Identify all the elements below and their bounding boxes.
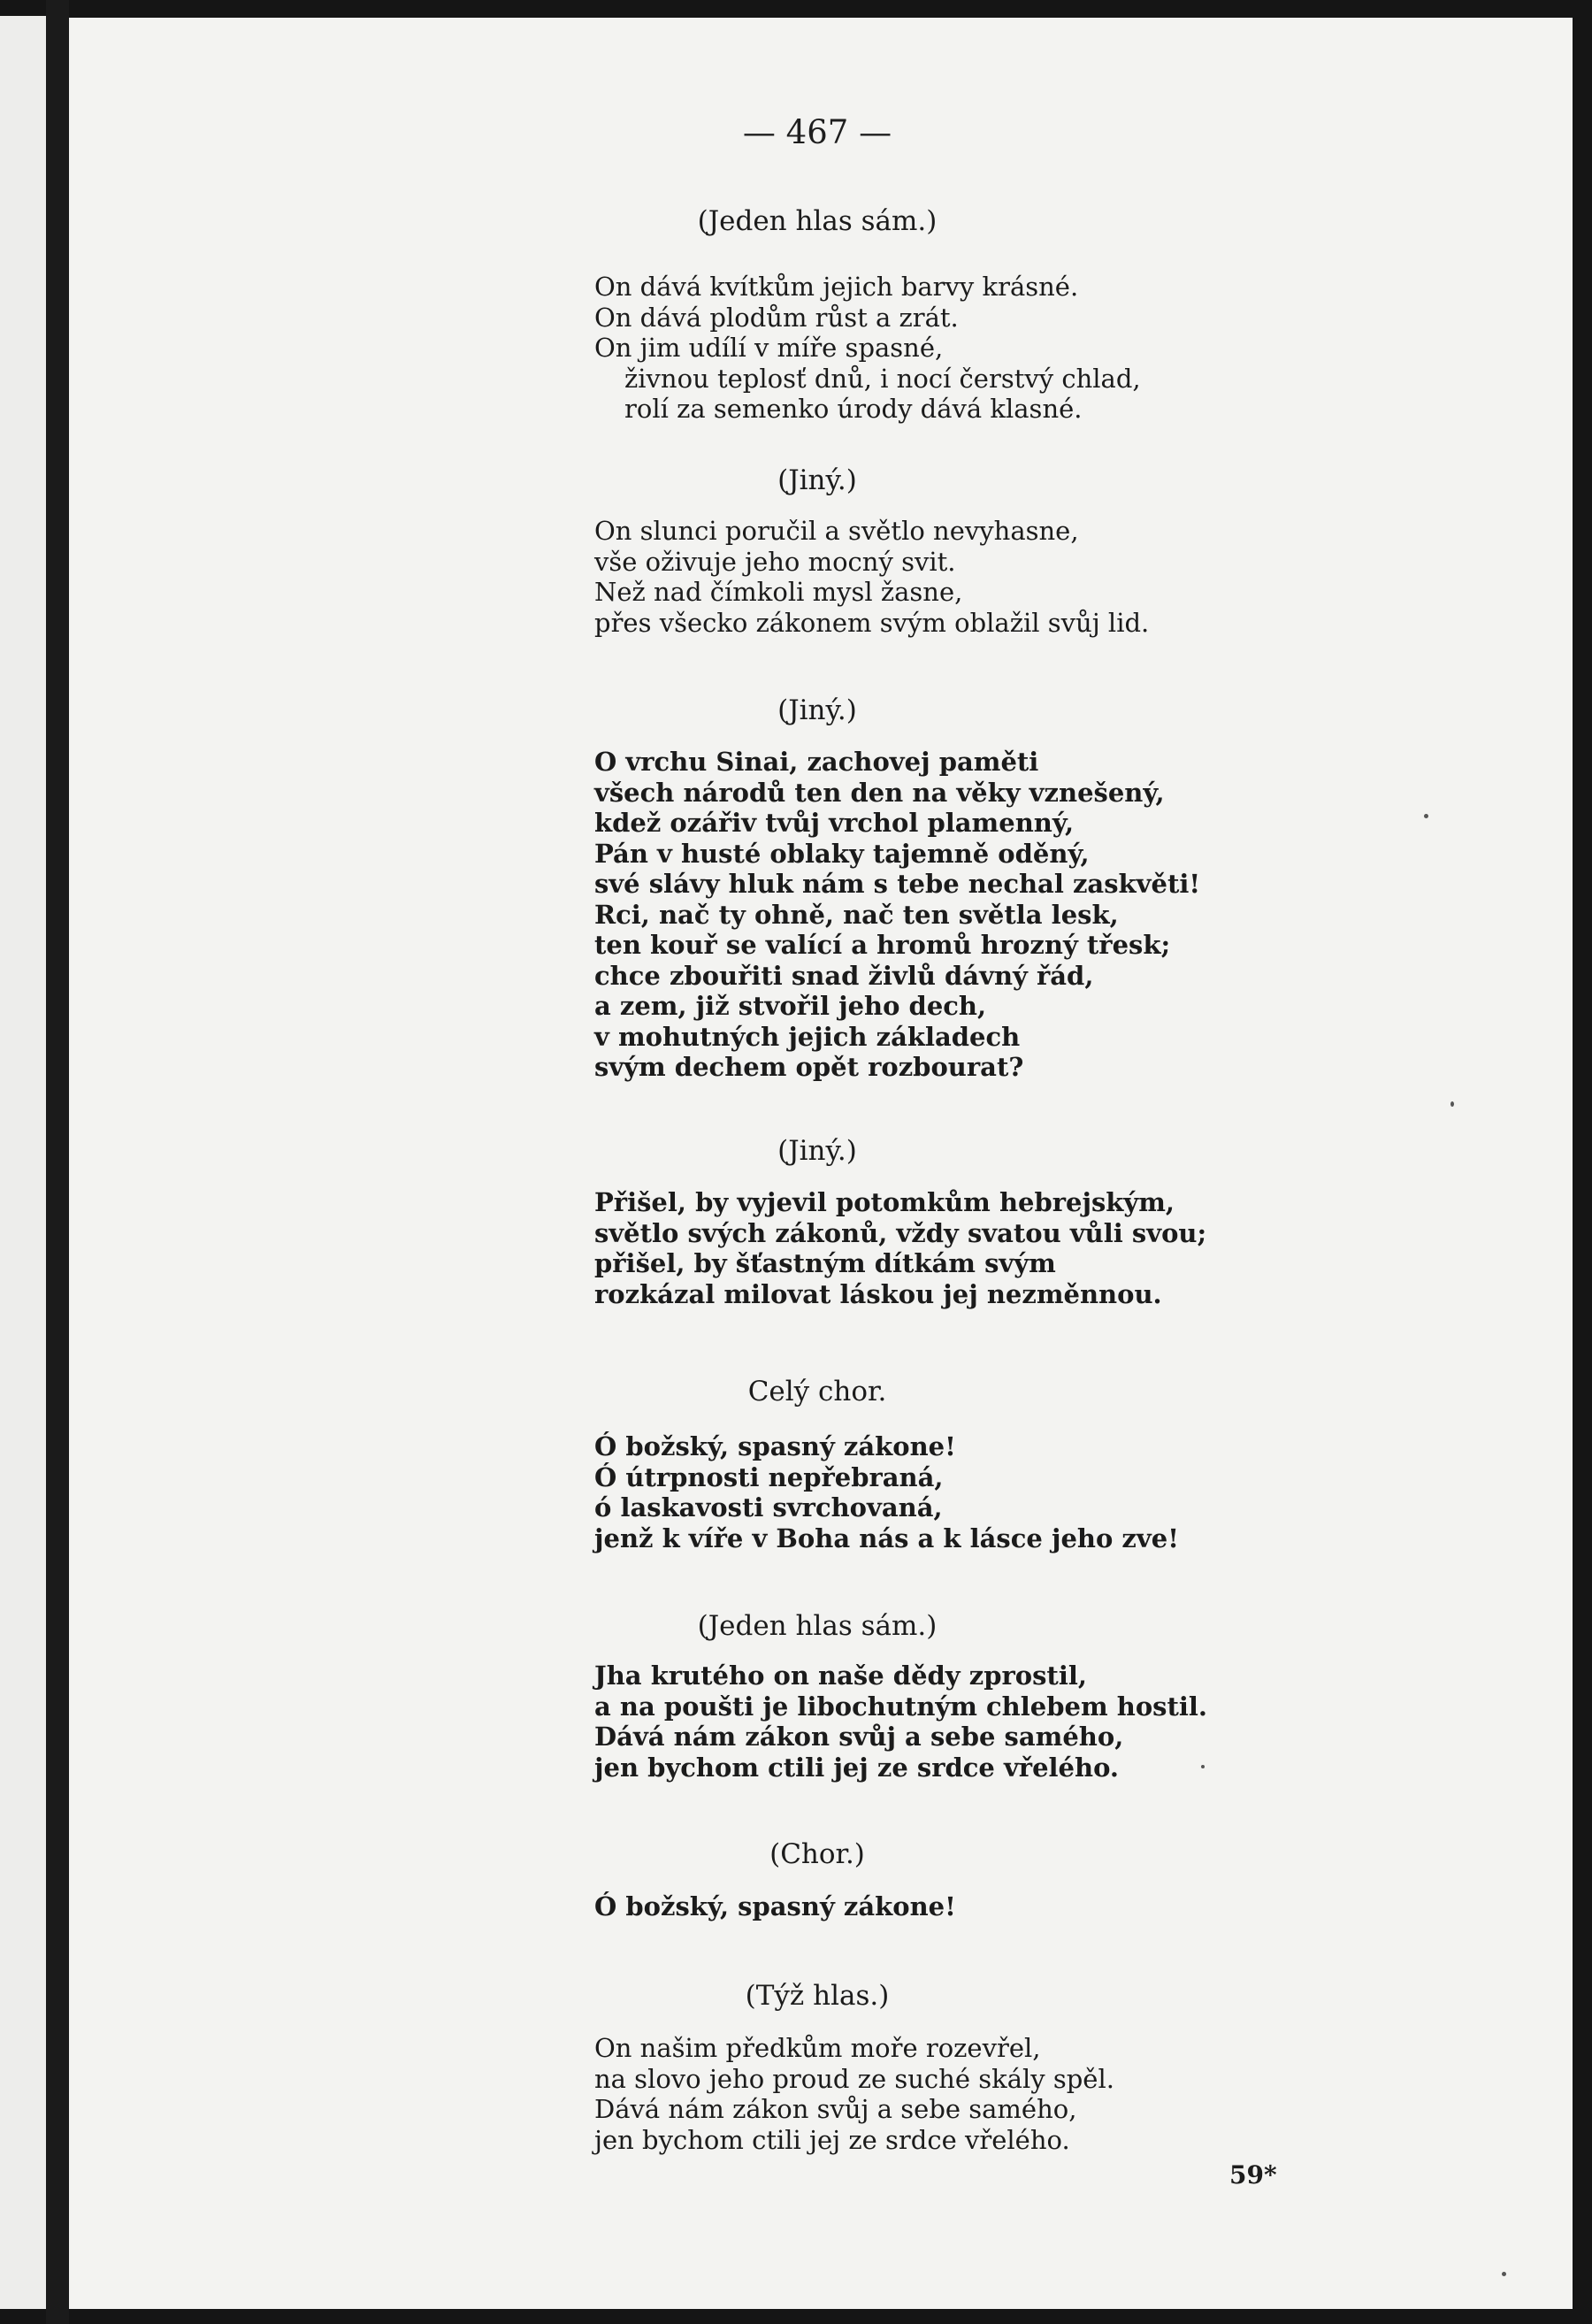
verse-line: na slovo jeho proud ze suché skály spěl. [594, 2063, 1114, 2094]
verse-line: své slávy hluk nám s tebe nechal zaskvěti! [594, 869, 1201, 899]
verse-line: přišel, by šťastným dítkám svým [594, 1248, 1056, 1278]
verse-line: vše oživuje jeho mocný svit. [594, 546, 956, 577]
section-heading: (Jeden hlas sám.) [697, 1610, 938, 1642]
verse-block [594, 1891, 1302, 1922]
verse-block [594, 1187, 1302, 1309]
verse-line: rolí za semenko úrody dává klasné. [624, 394, 1083, 424]
verse-line: jen bychom ctili jej ze srdce vřelého. [594, 1752, 1120, 1783]
verse-line: Rci, nač ty ohně, nač ten světla lesk, [594, 899, 1119, 930]
scan-speck [1424, 814, 1428, 818]
verse-line: Jha krutého on naše dědy zprostil, [594, 1661, 1087, 1691]
verse-line: Ó božský, spasný zákone! [594, 1891, 956, 1921]
verse-line: On jim udílí v míře spasné, [594, 333, 944, 363]
printer-signature: 59* [1229, 2160, 1277, 2190]
section-heading: (Jiný.) [777, 464, 857, 496]
page-number: — 467 — [742, 113, 892, 151]
verse-line: O vrchu Sinai, zachovej paměti [594, 747, 1039, 777]
verse-line: Dává nám zákon svůj a sebe samého, [594, 2094, 1077, 2124]
scan-speck [1201, 1765, 1205, 1768]
verse-line: Ó božský, spasný zákone! [594, 1431, 956, 1461]
section-heading: (Jiný.) [777, 694, 857, 726]
verse-line: svým dechem opět rozbourat? [594, 1052, 1024, 1082]
verse-line: Než nad čímkoli mysl žasne, [594, 577, 963, 607]
verse-line: a na poušti je libochutným chlebem hostil. [594, 1691, 1208, 1722]
verse-line: jen bychom ctili jej ze srdce vřelého. [594, 2124, 1070, 2155]
section-heading: (Jeden hlas sám.) [697, 205, 938, 237]
verse-line: On našim předkům moře rozevřel, [594, 2033, 1041, 2063]
verse-line: On dává plodům růst a zrát. [594, 302, 959, 333]
verse-line: kdež ozářiv tvůj vrchol plamenný, [594, 808, 1075, 838]
verse-line: On slunci poručil a světlo nevyhasne, [594, 516, 1079, 546]
book-page [69, 18, 1573, 2309]
verse-line: ten kouř se valící a hromů hrozný třesk; [594, 930, 1171, 960]
verse-line: Pán v husté oblaky tajemně oděný, [594, 838, 1090, 869]
verse-line: jenž k víře v Boha nás a k lásce jeho zve! [594, 1522, 1179, 1553]
verse-line: živnou teplosť dnů, i nocí čerstvý chlad, [624, 363, 1141, 394]
verse-block [594, 2033, 1302, 2155]
verse-line: a zem, již stvořil jeho dech, [594, 991, 987, 1021]
verse-block [594, 747, 1302, 1083]
verse-block [594, 1431, 1302, 1553]
section-heading: (Chor.) [769, 1838, 865, 1870]
scan-speck [1450, 1101, 1454, 1107]
verse-line: chce zbouřiti snad živlů dávný řád, [594, 960, 1094, 991]
verse-line: Ó útrpnosti nepřebraná, [594, 1461, 944, 1492]
verse-block [594, 516, 1302, 638]
verse-block [594, 272, 1302, 425]
verse-line: světlo svých zákonů, vždy svatou vůli svou; [594, 1217, 1207, 1248]
verse-line: všech národů ten den na věky vznešený, [594, 777, 1165, 808]
verse-line: ó laskavosti svrchovaná, [594, 1492, 943, 1522]
verse-line: přes všecko zákonem svým oblažil svůj lid. [594, 607, 1150, 638]
verse-line: Přišel, by vyjevil potomkům hebrejským, [594, 1187, 1175, 1217]
verse-line: On dává kvítkům jejich barvy krásné. [594, 272, 1079, 302]
verse-line: rozkázal milovat láskou jej nezměnnou. [594, 1278, 1162, 1309]
section-heading: (Jiný.) [777, 1135, 857, 1167]
section-heading: Celý chor. [747, 1376, 887, 1407]
verse-line: Dává nám zákon svůj a sebe samého, [594, 1722, 1124, 1752]
verse-line: v mohutných jejich základech [594, 1021, 1021, 1052]
scan-speck [1502, 2272, 1506, 2276]
section-heading: (Týž hlas.) [745, 1980, 890, 2012]
verse-block [594, 1661, 1302, 1783]
